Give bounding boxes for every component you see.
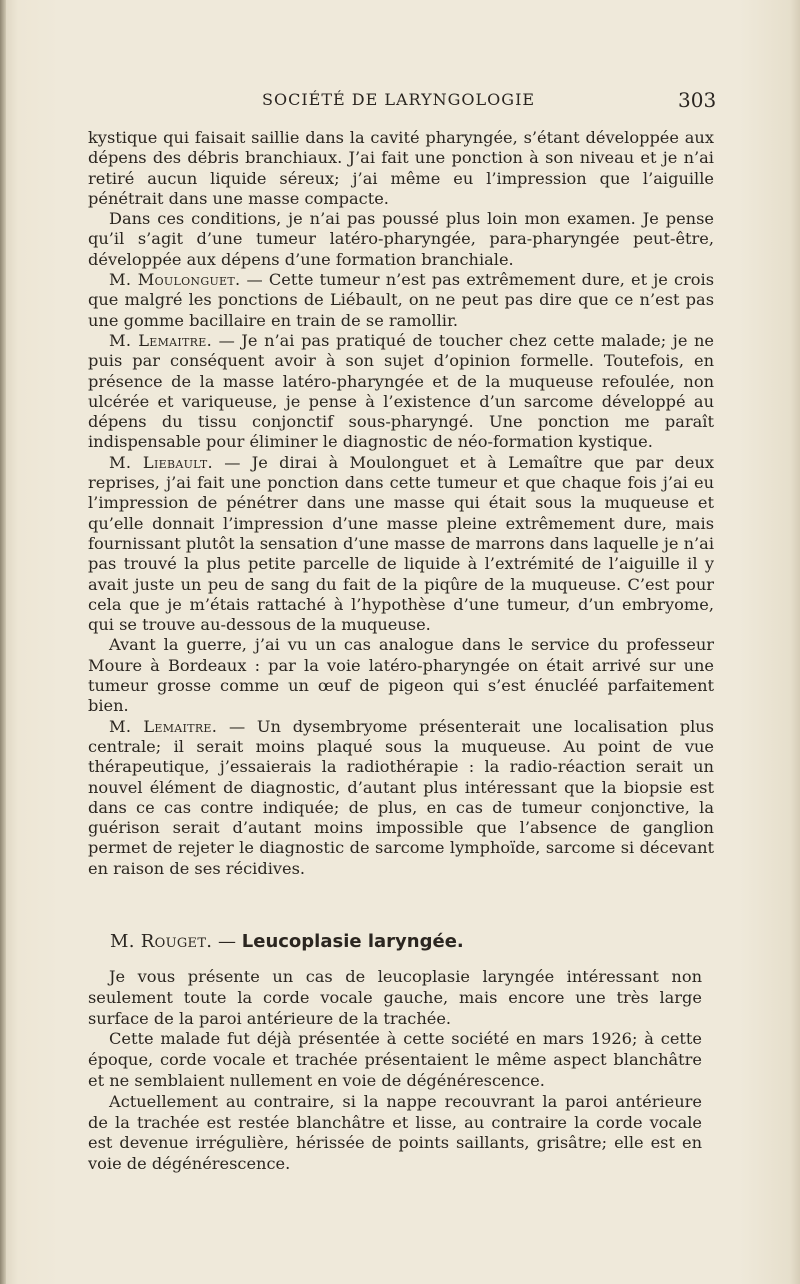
speaker-name: M. Liebault. [109, 452, 213, 472]
section-dash: — [212, 931, 242, 952]
speaker-name: M. Lemaitre. [109, 716, 218, 736]
section-author: M. Rouget. [110, 931, 213, 952]
paragraph-7 [88, 717, 714, 879]
section-text [88, 967, 702, 1175]
speaker-name: M. Moulonguet. [109, 270, 241, 290]
paragraph-4 [88, 331, 714, 453]
speaker-text: — Cette tumeur n’est pas extrêmement dure, et je crois que malgré les ponctions de Liébault, on ne peut pas dire que ce n’est pas une gomme bacillaire en train de se ramollir. [88, 270, 715, 330]
speaker-name: M. Lemaitre. [109, 330, 213, 350]
running-head: SOCIÉTÉ DE LARYNGOLOGIE [262, 90, 536, 109]
page-number: 303 [678, 88, 717, 112]
paragraph-1: kystique qui faisait saillie dans la cavité pharyngée, s’étant développée aux dépens des débris branchiaux. J’ai fait une ponction à son niveau et je n’ai retiré aucun liquide séreux; j’ai même eu l’impression que l’aiguille pénétrait dans une masse compacte. [88, 128, 714, 208]
paragraph-6: Avant la guerre, j’ai vu un cas analogue dans le service du professeur Moure à Bordeaux : par la voie latéro-pharyngée on était arrivé sur une tumeur grosse comme un œuf de pigeon qui s’est énucléé parfaitement bien. [88, 635, 714, 716]
section-paragraph-3: Actuellement au contraire, si la nappe recouvrant la paroi antérieure de la trachée est restée blanchâtre et lisse, au contraire la corde vocale est devenue irrégulière, hérissée de points saillants, grisâtre; elle est en voie de dégénérescence. [88, 1091, 702, 1174]
section-paragraph-1: Je vous présente un cas de leucoplasie laryngée intéressant non seulement toute la corde vocale gauche, mais encore une très large surface de la paroi antérieure de la trachée. [88, 967, 702, 1028]
discussion-text [88, 128, 714, 879]
speaker-text: — Je dirai à Moulonguet et à Lemaître que par deux reprises, j’ai fait une ponction dans cette tumeur et que chaque fois j’ai eu l’impression de pénétrer dans une masse qui était sous la muqueuse et qu’elle donnait l’impression d’une masse pleine extrêmement dure, mais fournissant plutôt la sensation d’une masse de marrons dans laquelle je n’ai pas trouvé la plus petite parcelle de liquide à l’extrémité de l’aiguille il y avait juste un peu de sang du fait de la piqûre de la muqueuse. C’est pour cela que je m’étais rattaché à l’hypothèse d’une tumeur, d’un embryome, qui se trouve au-dessous de la muqueuse. [88, 452, 715, 635]
paragraph-2: Dans ces conditions, je n’ai pas poussé plus loin mon examen. Je pense qu’il s’agit d’une tumeur latéro-pharyngée, para-pharyngée peut-être, développée aux dépens d’une formation branchiale. [88, 209, 714, 269]
paragraph-5 [88, 453, 714, 636]
speaker-text: — Un dysembryome présenterait une localisation plus centrale; il serait moins plaqué sous la muqueuse. Au point de vue thérapeutique, j’essaierais la radiothérapie : la radio-réaction serait un nouvel élément de diagnostic, d’autant plus intéressant que la biopsie est dans ce cas contre indiquée; de plus, en cas de tumeur conjonctive, la guérison serait d’autant moins impossible que l’absence de ganglion permet de rejeter le diagnostic de sarcome lymphoïde, sarcome si décevant en raison de ses récidives. [88, 716, 714, 878]
page-binding-edge [0, 0, 6, 1284]
speaker-text: — Je n’ai pas pratiqué de toucher chez cette malade; je ne puis par conséquent avoir à son sujet d’opinion formelle. Toutefois, en présence de la masse latéro-pharyngée et de la muqueuse refoulée, non ulcérée et variqueuse, je pense à l’existence d’un sarcome développé au dépens du tissu conjonctif sous-pharyngé. Une ponction me paraît indispensable pour éliminer le diagnostic de néo-formation kystique. [88, 330, 714, 452]
paragraph-3 [88, 270, 714, 331]
section-heading [110, 931, 710, 952]
section-title: Leucoplasie laryngée. [241, 931, 464, 952]
section-paragraph-2: Cette malade fut déjà présentée à cette société en mars 1926; à cette époque, corde vocale et trachée présentaient le même aspect blanchâtre et ne semblaient nullement en voie de dégénérescence. [88, 1029, 702, 1090]
